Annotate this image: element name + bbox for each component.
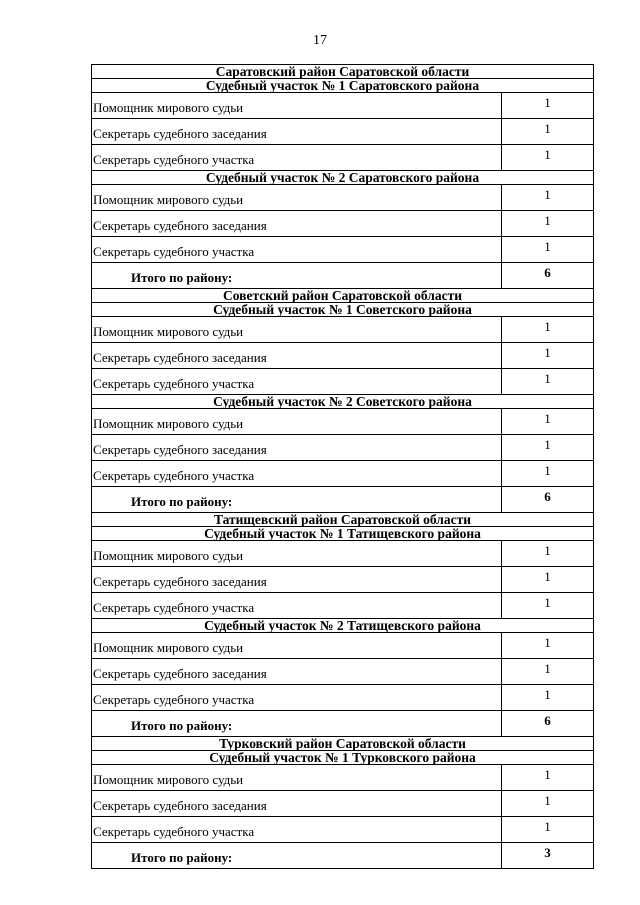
position-row [92,185,594,211]
position-row [92,817,594,843]
region-heading: Турковский район Саратовской области [92,737,594,751]
district-total-row [92,263,594,289]
position-count: 1 [502,93,594,119]
position-row [92,237,594,263]
position-name: Секретарь судебного участка [92,817,502,843]
position-name: Секретарь судебного заседания [92,119,502,145]
staffing-table-body [92,65,594,869]
position-row [92,461,594,487]
position-row [92,659,594,685]
region-heading: Саратовский район Саратовской области [92,65,594,79]
total-count: 3 [502,843,594,869]
court-district-heading: Судебный участок № 2 Саратовского района [92,171,594,185]
position-count: 1 [502,765,594,791]
total-count: 6 [502,263,594,289]
position-row [92,409,594,435]
position-row [92,119,594,145]
position-name: Секретарь судебного заседания [92,659,502,685]
position-count: 1 [502,593,594,619]
total-label: Итого по району: [92,843,502,869]
district-total-row [92,843,594,869]
position-count: 1 [502,817,594,843]
court-district-heading-row [92,527,594,541]
position-count: 1 [502,409,594,435]
position-name: Секретарь судебного участка [92,593,502,619]
position-count: 1 [502,119,594,145]
position-count: 1 [502,237,594,263]
court-district-heading-row [92,79,594,93]
position-name: Секретарь судебного заседания [92,211,502,237]
position-count: 1 [502,211,594,237]
position-row [92,541,594,567]
position-name: Помощник мирового судьи [92,93,502,119]
region-heading: Татищевский район Саратовской области [92,513,594,527]
position-row [92,145,594,171]
position-row [92,343,594,369]
position-count: 1 [502,567,594,593]
position-count: 1 [502,461,594,487]
position-count: 1 [502,185,594,211]
position-count: 1 [502,791,594,817]
court-district-heading: Судебный участок № 1 Саратовского района [92,79,594,93]
total-label: Итого по району: [92,263,502,289]
position-name: Секретарь судебного заседания [92,567,502,593]
position-count: 1 [502,317,594,343]
court-district-heading: Судебный участок № 1 Турковского района [92,751,594,765]
region-heading-row [92,737,594,751]
court-district-heading: Судебный участок № 1 Татищевского района [92,527,594,541]
position-name: Помощник мирового судьи [92,185,502,211]
position-row [92,633,594,659]
position-name: Секретарь судебного участка [92,461,502,487]
position-row [92,791,594,817]
position-name: Помощник мирового судьи [92,541,502,567]
total-label: Итого по району: [92,711,502,737]
court-district-heading-row [92,171,594,185]
court-district-heading-row [92,751,594,765]
position-count: 1 [502,541,594,567]
position-name: Секретарь судебного участка [92,237,502,263]
position-name: Секретарь судебного участка [92,369,502,395]
court-district-heading: Судебный участок № 1 Советского района [92,303,594,317]
position-name: Секретарь судебного заседания [92,791,502,817]
position-count: 1 [502,369,594,395]
court-district-heading: Судебный участок № 2 Советского района [92,395,594,409]
position-count: 1 [502,659,594,685]
position-name: Помощник мирового судьи [92,317,502,343]
total-label: Итого по району: [92,487,502,513]
district-total-row [92,487,594,513]
position-count: 1 [502,343,594,369]
position-name: Помощник мирового судьи [92,409,502,435]
position-row [92,211,594,237]
position-row [92,567,594,593]
position-name: Секретарь судебного участка [92,685,502,711]
region-heading-row [92,65,594,79]
region-heading-row [92,513,594,527]
court-district-heading: Судебный участок № 2 Татищевского района [92,619,594,633]
position-row [92,369,594,395]
total-count: 6 [502,487,594,513]
position-row [92,93,594,119]
position-count: 1 [502,145,594,171]
position-row [92,435,594,461]
position-name: Секретарь судебного заседания [92,343,502,369]
region-heading: Советский район Саратовской области [92,289,594,303]
position-row [92,685,594,711]
position-count: 1 [502,435,594,461]
position-name: Помощник мирового судьи [92,765,502,791]
position-name: Секретарь судебного участка [92,145,502,171]
position-row [92,765,594,791]
position-row [92,317,594,343]
position-name: Секретарь судебного заседания [92,435,502,461]
page-number: 17 [313,33,327,48]
court-district-heading-row [92,303,594,317]
court-district-heading-row [92,619,594,633]
district-total-row [92,711,594,737]
position-count: 1 [502,633,594,659]
total-count: 6 [502,711,594,737]
region-heading-row [92,289,594,303]
staffing-table [91,64,594,869]
position-name: Помощник мирового судьи [92,633,502,659]
position-count: 1 [502,685,594,711]
position-row [92,593,594,619]
court-district-heading-row [92,395,594,409]
